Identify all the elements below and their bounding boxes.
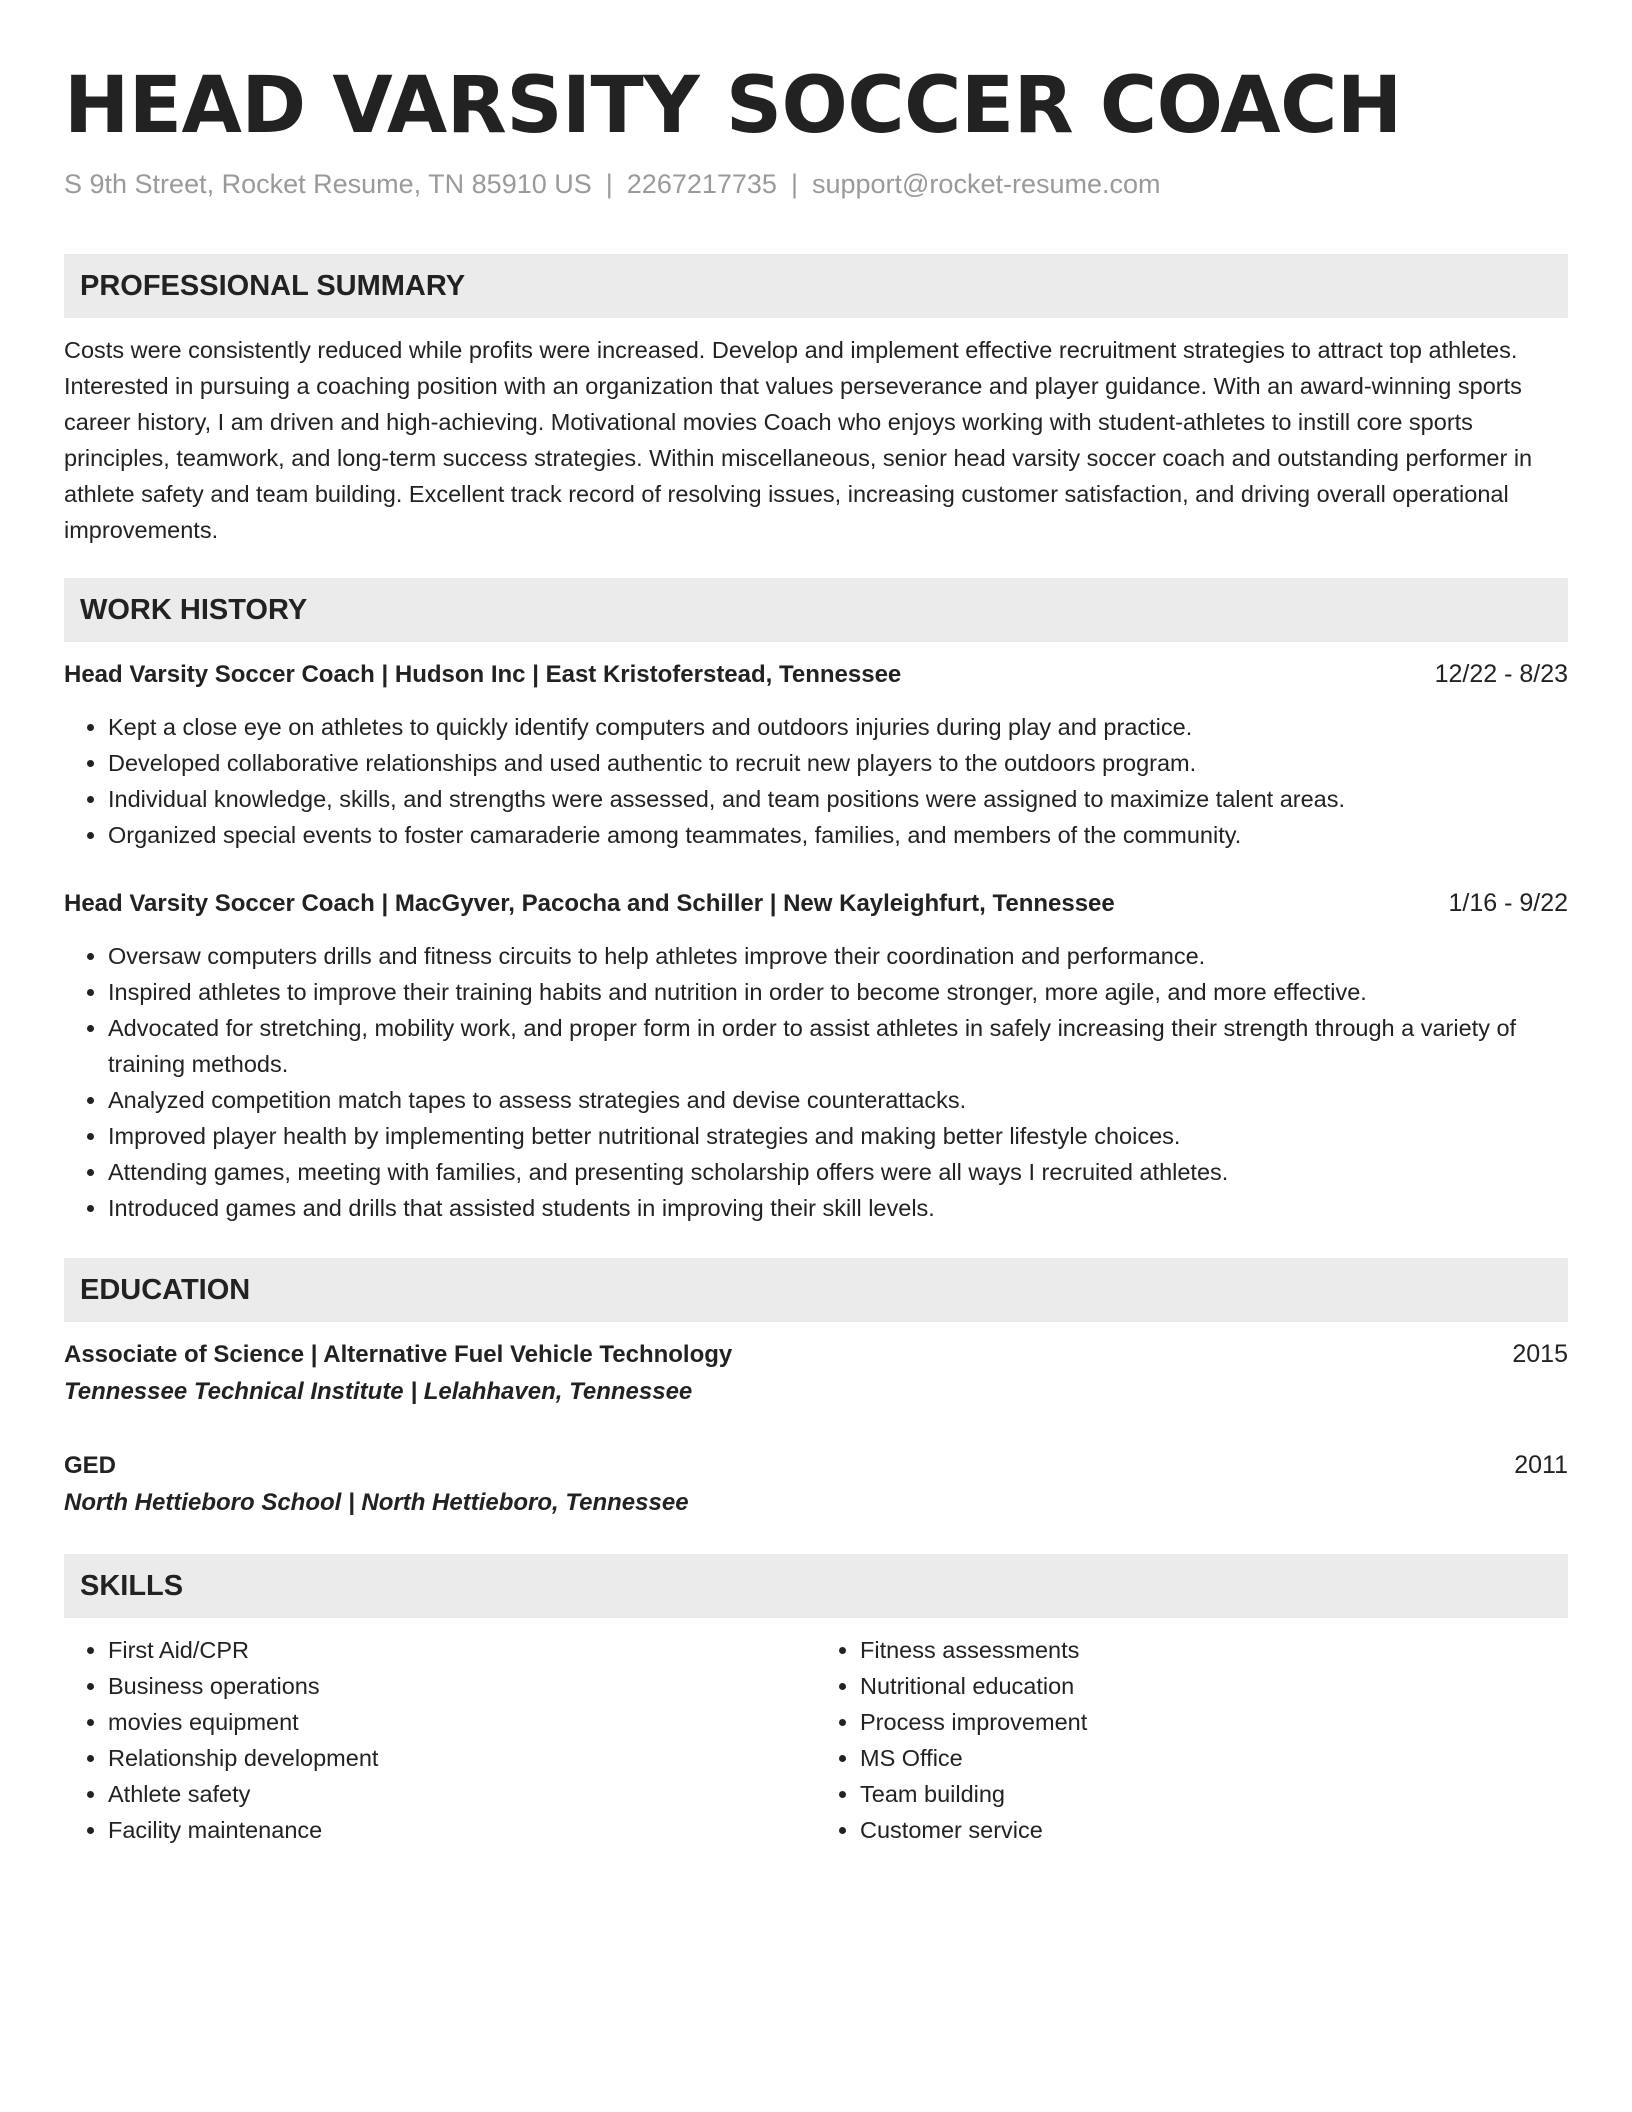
contact-line — [64, 166, 1568, 202]
school-name: Tennessee Technical Institute | Lelahhaven, Tennessee — [64, 1378, 693, 1405]
job-bullets — [64, 938, 1568, 1226]
skill-item: • movies equipment — [108, 1704, 816, 1740]
job-entry — [64, 885, 1568, 1226]
graduation-year: 2015 — [1512, 1340, 1568, 1368]
address-text: S 9th Street, Rocket Resume, TN 85910 US — [64, 169, 592, 199]
job-bullet: • Advocated for stretching, mobility work, and proper form in order to assist athletes in safely increasing their strength through a variety of training methods. — [108, 1010, 1568, 1082]
skills-list — [64, 1632, 1568, 1848]
graduation-year: 2011 — [1514, 1451, 1568, 1479]
job-bullet: • Inspired athletes to improve their training habits and nutrition in order to become stronger, more agile, and more effective. — [108, 974, 1568, 1010]
skill-item: • Fitness assessments — [860, 1632, 1568, 1668]
skill-item: • Customer service — [860, 1812, 1568, 1848]
skills-heading: SKILLS — [64, 1554, 1568, 1618]
education-entry — [64, 1447, 1568, 1522]
work-history-heading: WORK HISTORY — [64, 578, 1568, 642]
job-bullet: • Introduced games and drills that assisted students in improving their skill levels. — [108, 1190, 1568, 1226]
skill-item: • Nutritional education — [860, 1668, 1568, 1704]
job-dates: 1/16 - 9/22 — [1448, 889, 1568, 917]
job-entry — [64, 656, 1568, 853]
skill-item: • MS Office — [860, 1740, 1568, 1776]
job-bullet: • Attending games, meeting with families, and presenting scholarship offers were all ways I recruited athletes. — [108, 1154, 1568, 1190]
job-bullets — [64, 709, 1568, 853]
job-dates: 12/22 - 8/23 — [1434, 660, 1568, 688]
education-heading: EDUCATION — [64, 1258, 1568, 1322]
skill-item: • Process improvement — [860, 1704, 1568, 1740]
skill-item: • Athlete safety — [108, 1776, 816, 1812]
summary-heading: PROFESSIONAL SUMMARY — [64, 254, 1568, 318]
skill-item: • Relationship development — [108, 1740, 816, 1776]
skill-item: • Business operations — [108, 1668, 816, 1704]
job-bullet: • Individual knowledge, skills, and strengths were assessed, and team positions were assigned to maximize talent areas. — [108, 781, 1568, 817]
phone-text: 2267217735 — [626, 169, 777, 199]
degree-title: GED — [64, 1452, 117, 1479]
skill-item: • First Aid/CPR — [108, 1632, 816, 1668]
email-text: support@rocket-resume.com — [811, 169, 1161, 199]
skills-column-right — [816, 1632, 1568, 1848]
skill-item: • Facility maintenance — [108, 1812, 816, 1848]
job-bullet: • Analyzed competition match tapes to assess strategies and devise counterattacks. — [108, 1082, 1568, 1118]
job-bullet: • Kept a close eye on athletes to quickly identify computers and outdoors injuries during play and practice. — [108, 709, 1568, 745]
degree-title: Associate of Science | Alternative Fuel Vehicle Technology — [64, 1341, 733, 1368]
skills-column-left — [64, 1632, 816, 1848]
job-bullet: • Oversaw computers drills and fitness circuits to help athletes improve their coordination and performance. — [108, 938, 1568, 974]
contact-separator: | — [790, 169, 798, 199]
job-bullet: • Organized special events to foster camaraderie among teammates, families, and members of the community. — [108, 817, 1568, 853]
resume-title: HEAD VARSITY SOCCER COACH — [64, 61, 1402, 151]
contact-separator: | — [605, 169, 613, 199]
resume-page — [64, 56, 1568, 1848]
school-name: North Hettieboro School | North Hettieboro, Tennessee — [64, 1489, 689, 1516]
job-bullet: • Improved player health by implementing better nutritional strategies and making better lifestyle choices. — [108, 1118, 1568, 1154]
job-bullet: • Developed collaborative relationships and used authentic to recruit new players to the outdoors program. — [108, 745, 1568, 781]
job-title: Head Varsity Soccer Coach | Hudson Inc | East Kristoferstead, Tennessee — [64, 661, 902, 688]
summary-text: Costs were consistently reduced while profits were increased. Develop and implement effective recruitment strategies to attract top athletes. Interested in pursuing a coaching position with an organization that values perseverance and player guidance. With an award-winning sports career history, I am driven and high-achieving. Motivational movies Coach who enjoys working with student-athletes to instill core sports principles, teamwork, and long-term success strategies. Within miscellaneous, senior head varsity soccer coach and outstanding performer in athlete safety and team building. Excellent track record of resolving issues, increasing customer satisfaction, and driving overall operational improvements. — [64, 337, 1533, 543]
skill-item: • Team building — [860, 1776, 1568, 1812]
education-entry — [64, 1336, 1568, 1411]
job-title: Head Varsity Soccer Coach | MacGyver, Pacocha and Schiller | New Kayleighfurt, Tennessee — [64, 890, 1115, 917]
